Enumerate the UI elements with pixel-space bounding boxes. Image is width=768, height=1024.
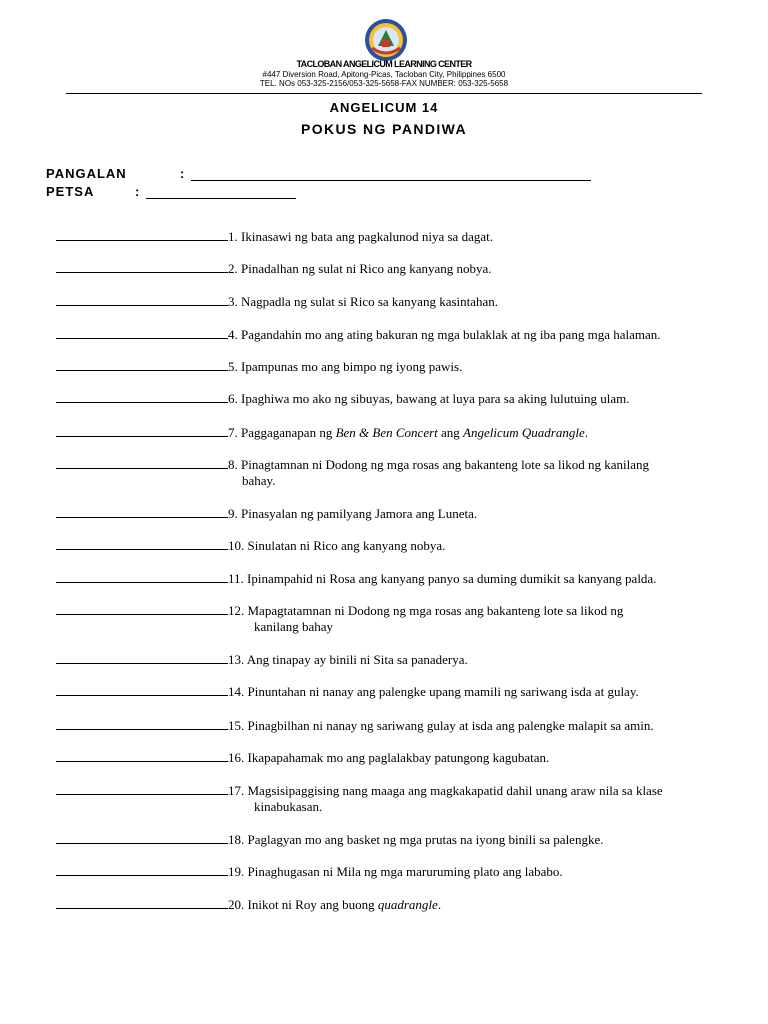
name-colon: : bbox=[180, 166, 186, 181]
worksheet-title: POKUS NG PANDIWA bbox=[300, 121, 468, 137]
school-name: TACLOBAN ANGELICUM LEARNING CENTER bbox=[296, 59, 472, 69]
answer-blank[interactable] bbox=[56, 653, 228, 664]
list-item: 2. Pinadalhan ng sulat ni Rico ang kanyang nobya. bbox=[56, 261, 728, 277]
answer-blank[interactable] bbox=[56, 295, 228, 306]
school-contact: TEL. NOs 053-325-2156/053-325-5658-FAX NUMBER: 053-325-5658 bbox=[259, 79, 509, 88]
answer-blank[interactable] bbox=[56, 898, 228, 909]
answer-blank[interactable] bbox=[56, 572, 228, 583]
answer-blank[interactable] bbox=[56, 604, 228, 615]
list-item: 19. Pinaghugasan ni Mila ng mga maruruming plato ang lababo. bbox=[56, 864, 728, 880]
list-item: 1. Ikinasawi ng bata ang pagkalunod niya sa dagat. bbox=[56, 229, 728, 245]
answer-blank[interactable] bbox=[56, 458, 228, 469]
header-divider bbox=[66, 93, 702, 94]
list-item: 10. Sinulatan ni Rico ang kanyang nobya. bbox=[56, 538, 728, 554]
name-field bbox=[46, 166, 606, 184]
date-label: PETSA bbox=[46, 184, 95, 199]
list-item: 20. Inikot ni Roy ang buong quadrangle. bbox=[56, 897, 728, 913]
list-item: 14. Pinuntahan ni nanay ang palengke upang mamili ng sariwang isda at gulay. bbox=[56, 684, 728, 700]
list-item: 9. Pinasyalan ng pamilyang Jamora ang Luneta. bbox=[56, 506, 728, 522]
answer-blank[interactable] bbox=[56, 426, 228, 437]
list-item: 15. Pinagbilhan ni nanay ng sariwang gulay at isda ang palengke malapit sa amin. bbox=[56, 718, 728, 734]
school-address: #447 Diversion Road, Apitong-Picas, Tacloban City, Philippines 6500 bbox=[262, 70, 506, 79]
answer-blank[interactable] bbox=[56, 230, 228, 241]
answer-blank[interactable] bbox=[56, 328, 228, 339]
answer-blank[interactable] bbox=[56, 865, 228, 876]
list-item: 3. Nagpadla ng sulat si Rico sa kanyang kasintahan. bbox=[56, 294, 728, 310]
answer-blank[interactable] bbox=[56, 262, 228, 273]
name-label: PANGALAN bbox=[46, 166, 127, 181]
answer-blank[interactable] bbox=[56, 784, 228, 795]
answer-blank[interactable] bbox=[56, 719, 228, 730]
list-item: 17. Magsisipaggising nang maaga ang magkakapatid dahil unang araw nila sa klase kinabukasan. bbox=[56, 783, 728, 815]
list-item: 16. Ikapapahamak mo ang paglalakbay patungong kagubatan. bbox=[56, 750, 728, 766]
list-item: 4. Pagandahin mo ang ating bakuran ng mga bulaklak at ng iba pang mga halaman. bbox=[56, 327, 728, 343]
worksheet-code: ANGELICUM 14 bbox=[329, 100, 439, 115]
name-input-line[interactable] bbox=[191, 166, 591, 181]
date-colon: : bbox=[135, 184, 141, 199]
list-item: 5. Ipampunas mo ang bimpo ng iyong pawis. bbox=[56, 359, 728, 375]
answer-blank[interactable] bbox=[56, 360, 228, 371]
answer-blank[interactable] bbox=[56, 392, 228, 403]
list-item: 11. Ipinampahid ni Rosa ang kanyang panyo sa duming dumikit sa kanyang palda. bbox=[56, 571, 728, 587]
answer-blank[interactable] bbox=[56, 507, 228, 518]
school-seal-icon bbox=[364, 18, 408, 62]
list-item: 18. Paglagyan mo ang basket ng mga prutas na iyong binili sa palengke. bbox=[56, 832, 728, 848]
answer-blank[interactable] bbox=[56, 833, 228, 844]
date-input-line[interactable] bbox=[146, 184, 296, 199]
answer-blank[interactable] bbox=[56, 685, 228, 696]
list-item: 13. Ang tinapay ay binili ni Sita sa panaderya. bbox=[56, 652, 728, 668]
list-item: 6. Ipaghiwa mo ako ng sibuyas, bawang at luya para sa aking lulutuing ulam. bbox=[56, 391, 728, 407]
answer-blank[interactable] bbox=[56, 751, 228, 762]
date-field bbox=[46, 184, 346, 202]
list-item: 8. Pinagtamnan ni Dodong ng mga rosas ang bakanteng lote sa likod ng kanilang bahay. bbox=[56, 457, 728, 489]
list-item: 12. Mapagtatamnan ni Dodong ng mga rosas ang bakanteng lote sa likod ng kanilang bahay bbox=[56, 603, 728, 635]
answer-blank[interactable] bbox=[56, 539, 228, 550]
list-item: 7. Paggaganapan ng Ben & Ben Concert ang Angelicum Quadrangle. bbox=[56, 425, 728, 441]
